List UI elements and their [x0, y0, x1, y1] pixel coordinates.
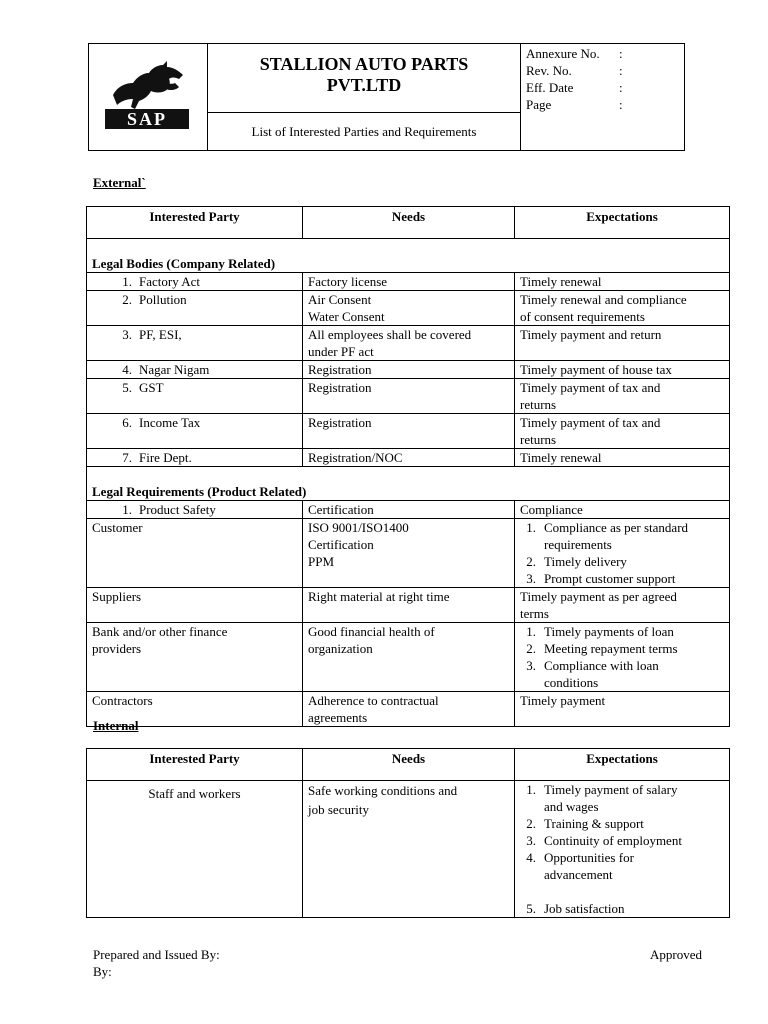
company-name-line2: PVT.LTD — [326, 75, 402, 95]
expectations-staff — [515, 781, 730, 918]
table-row: 4. Nagar Nigam Registration Timely payment of house tax — [87, 361, 730, 379]
external-header-row — [87, 207, 730, 239]
table-row: 3. PF, ESI, All employees shall be covered under PF act Timely payment and return — [87, 326, 730, 361]
list-staff-expectations — [520, 781, 724, 917]
meta-annexure: Annexure No. : — [526, 46, 623, 61]
list-item: 3. Prompt customer support — [526, 571, 676, 586]
col-header-expectations: Expectations — [515, 207, 730, 239]
list-item: 2. Timely delivery — [526, 554, 627, 569]
logo-text: SAP — [126, 109, 168, 129]
col-header-needs: Needs — [303, 749, 515, 781]
group-row-product — [87, 467, 730, 501]
logo-cell — [89, 44, 208, 150]
external-section-label: External` — [93, 175, 146, 190]
table-row: 1. Factory Act Factory license Timely renewal — [87, 273, 730, 291]
table-row: Contractors Adherence to contractual agreements Timely payment — [87, 692, 730, 727]
party-staff: Staff and workers — [87, 781, 303, 918]
internal-table — [86, 748, 730, 918]
list-item: 2. Meeting repayment terms — [526, 641, 678, 656]
by-label: By: — [93, 964, 112, 979]
col-header-party: Interested Party — [87, 207, 303, 239]
company-name — [208, 44, 520, 113]
group-product-related: Legal Requirements (Product Related) — [87, 467, 730, 501]
prepared-by-label: Prepared and Issued By: — [93, 947, 220, 962]
list-item: 2. Training & support — [526, 816, 644, 831]
table-row: Bank and/or other finance providers Good financial health of organization 1. Timely payments of loan 2. Meeting repayment terms 3. Compliance with loan conditions — [87, 623, 730, 692]
meta-eff-date: Eff. Date : — [526, 80, 623, 95]
list-item: 1. Timely payment of salary and wages — [526, 782, 678, 814]
table-row: 2. Pollution Air Consent Water Consent Timely renewal and compliance of consent requirements — [87, 291, 730, 326]
list-customer-expectations — [520, 519, 724, 587]
table-row: Customer ISO 9001/ISO1400 Certification PPM 1. Compliance as per standard requirements 2. Timely delivery 3. Prompt customer support — [87, 519, 730, 588]
col-header-expectations: Expectations — [515, 749, 730, 781]
document-header — [88, 43, 685, 151]
list-item: 1. Compliance as per standard requirements — [526, 520, 689, 552]
needs-staff: Safe working conditions and job security — [303, 781, 515, 918]
list-item: 1. Timely payments of loan — [526, 624, 674, 639]
document-meta — [521, 44, 684, 150]
table-row — [87, 781, 730, 918]
group-legal-bodies: Legal Bodies (Company Related) — [87, 239, 730, 273]
document-subtitle: List of Interested Parties and Requirements — [251, 124, 477, 139]
group-row-legal-bodies — [87, 239, 730, 273]
list-item: 3. Compliance with loan conditions — [526, 658, 659, 690]
title-cell — [208, 44, 521, 150]
list-item: 5. Job satisfaction — [526, 901, 625, 916]
col-header-party: Interested Party — [87, 749, 303, 781]
table-row: Suppliers Right material at right time Timely payment as per agreed terms — [87, 588, 730, 623]
list-item: 3. Continuity of employment — [526, 833, 682, 848]
col-header-needs: Needs — [303, 207, 515, 239]
company-name-line1: STALLION AUTO PARTS — [259, 54, 469, 74]
table-row: 7. Fire Dept. Registration/NOC Timely renewal — [87, 449, 730, 467]
list-item: 4. Opportunities for advancement — [526, 850, 634, 882]
table-row: 5. GST Registration Timely payment of tax and returns — [87, 379, 730, 414]
external-table — [86, 206, 730, 727]
meta-rev: Rev. No. : — [526, 63, 623, 78]
approved-label: Approved — [650, 947, 702, 962]
horse-logo-icon — [105, 59, 189, 129]
table-row: 6. Income Tax Registration Timely payment of tax and returns — [87, 414, 730, 449]
list-bank-expectations — [520, 623, 724, 691]
table-row: 1. Product Safety Certification Compliance — [87, 501, 730, 519]
meta-page: Page : — [526, 97, 623, 112]
internal-section-label: Internal — [93, 718, 139, 733]
internal-header-row — [87, 749, 730, 781]
